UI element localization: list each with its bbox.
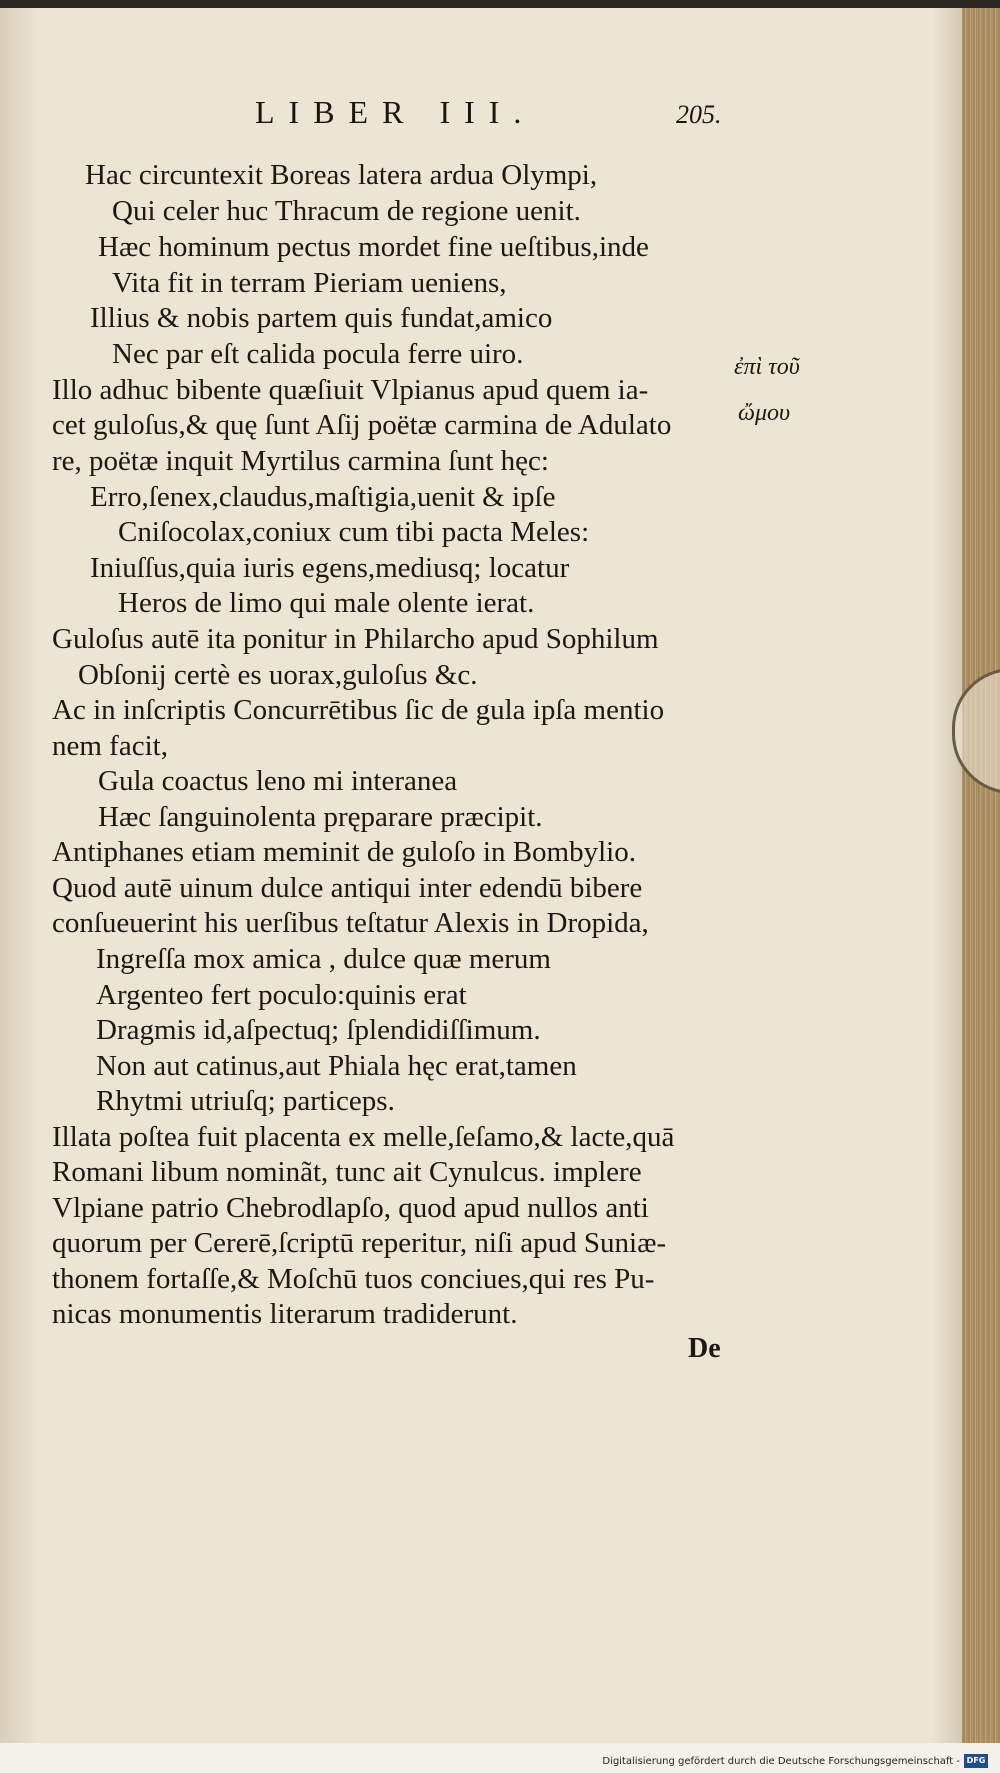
- catchword: De: [688, 1333, 721, 1364]
- text-line: thonem fortaſſe,& Moſchū tuos conciues,qui res Pu-: [52, 1263, 655, 1295]
- text-line: Argenteo fert poculo:quinis erat: [96, 979, 467, 1011]
- text-line: Erro,ſenex,claudus,maſtigia,uenit & ipſe: [90, 481, 556, 513]
- text-line: re, poëtæ inquit Myrtilus carmina ſunt hęc:: [52, 445, 549, 477]
- text-line: Quod autē uinum dulce antiqui inter edendū bibere: [52, 872, 643, 904]
- text-line: quorum per Cererē,ſcriptū reperitur, niſi apud Suniæ-: [52, 1227, 667, 1259]
- digitization-credit: Digitalisierung gefördert durch die Deutsche Forschungsgemeinschaft -: [602, 1756, 960, 1767]
- text-line: Illius & nobis partem quis fundat,amico: [90, 302, 553, 334]
- text-line: Obſonij certè es uorax,guloſus &c.: [78, 659, 478, 691]
- text-line: Hæc ſanguinolenta pręparare præcipit.: [98, 801, 543, 833]
- text-line: conſueuerint his uerſibus teſtatur Alexis in Dropida,: [52, 907, 649, 939]
- text-line: Non aut catinus,aut Phiala hęc erat,tamen: [96, 1050, 577, 1082]
- running-head: LIBER III.: [255, 94, 536, 130]
- text-line: Gula coactus leno mi interanea: [98, 765, 458, 797]
- text-line: cet guloſus,& quę ſunt Aſij poëtæ carmina de Adulato: [52, 409, 672, 441]
- text-line: Rhytmi utriuſq; particeps.: [96, 1085, 395, 1117]
- folio-number: 205.: [676, 100, 722, 129]
- text-line: Ingreſſa mox amica , dulce quæ merum: [96, 943, 551, 975]
- text-line: Vita fit in terram Pieriam ueniens,: [112, 267, 507, 299]
- text-line: Illo adhuc bibente quæſiuit Vlpianus apud quem ia-: [52, 374, 649, 406]
- text-line: Ac in inſcriptis Concurrētibus ſic de gula ipſa mentio: [52, 694, 665, 726]
- text-line: Hac circuntexit Boreas latera ardua Olympi,: [85, 159, 598, 191]
- text-line: Iniuſſus,quia iuris egens,mediusq; locatur: [90, 552, 570, 584]
- text-line: Hæc hominum pectus mordet fine ueſtibus,inde: [98, 231, 649, 263]
- text-line: Cniſocolax,coniux cum tibi pacta Meles:: [118, 516, 590, 548]
- text-line: Nec par eſt calida pocula ferre uiro.: [112, 338, 524, 370]
- margin-note: ὤμου: [738, 400, 791, 426]
- text-line: Guloſus autē ita ponitur in Philarcho apud Sophilum: [52, 623, 659, 655]
- text-line: Illata poſtea fuit placenta ex melle,ſeſamo,& lacte,quā: [52, 1121, 675, 1153]
- margin-note: ἐπὶ τοῦ: [734, 354, 800, 380]
- text-line: Qui celer huc Thracum de regione uenit.: [112, 195, 581, 227]
- text-line: nem facit,: [52, 730, 168, 762]
- text-line: Vlpiane patrio Chebrodlapſo, quod apud nullos anti: [52, 1192, 649, 1224]
- text-line: Heros de limo qui male olente ierat.: [118, 587, 535, 619]
- dfg-logo: DFG: [964, 1754, 988, 1768]
- text-line: nicas monumentis literarum tradiderunt.: [52, 1298, 518, 1330]
- text-line: Dragmis id,aſpectuq; ſplendidiſſimum.: [96, 1014, 541, 1046]
- text-line: Romani libum nominãt, tunc ait Cynulcus. implere: [52, 1156, 642, 1188]
- page-edge: [962, 8, 1000, 1743]
- text-line: Antiphanes etiam meminit de guloſo in Bombylio.: [52, 836, 636, 868]
